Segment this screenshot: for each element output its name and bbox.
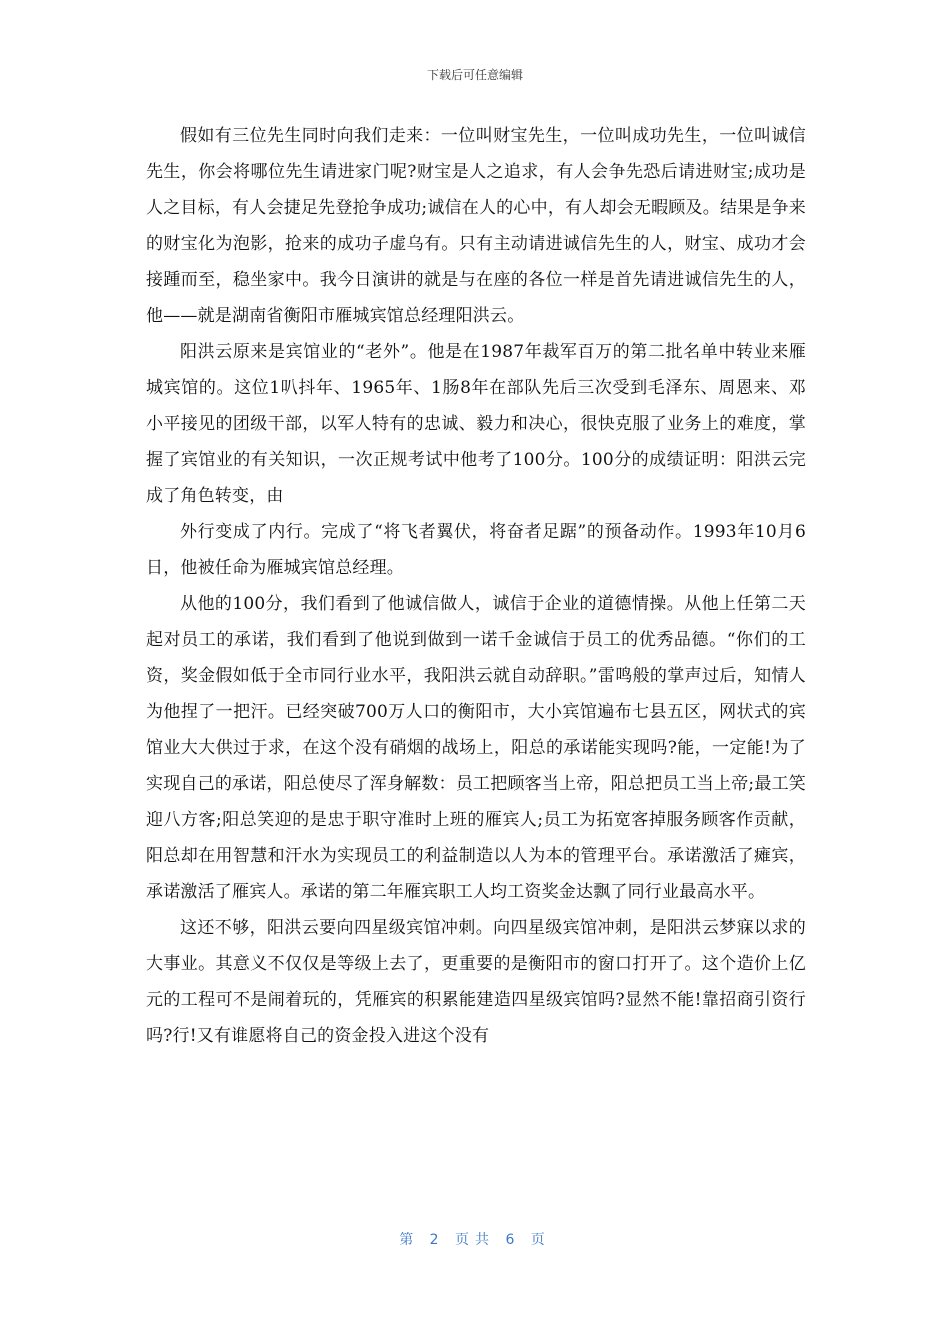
- document-body: [146, 118, 806, 1054]
- paragraph-2: 阳洪云原来是宾馆业的“老外”。他是在1987年裁军百万的第二批名单中转业来雁城宾馆的。这位1叭抖年、1965年、1肠8年在部队先后三次受到毛泽东、周恩来、邓小平接见的团级干部，以军人特有的忠诚、毅力和决心，很快克服了业务上的难度，掌握了宾馆业的有关知识，一次正规考试中他考了100分。100分的成绩证明：阳洪云完成了角色转变，由: [146, 342, 806, 506]
- paragraph-5: 这还不够，阳洪云要向四星级宾馆冲刺。向四星级宾馆冲刺，是阳洪云梦寐以求的大事业。其意义不仅仅是等级上去了，更重要的是衡阳市的窗口打开了。这个造价上亿元的工程可不是闹着玩的，凭雁宾的积累能建造四星级宾馆吗?显然不能!靠招商引资行吗?行!又有谁愿将自己的资金投入进这个没有: [146, 918, 806, 1046]
- paragraph-1: 假如有三位先生同时向我们走来：一位叫财宝先生，一位叫成功先生，一位叫诚信先生，你会将哪位先生请进家门呢?财宝是人之追求，有人会争先恐后请进财宝;成功是人之目标，有人会捷足先登抢争成功;诚信在人的心中，有人却会无暇顾及。结果是争来的财宝化为泡影，抢来的成功子虚乌有。只有主动请进诚信先生的人，财宝、成功才会接踵而至，稳坐家中。我今日演讲的就是与在座的各位一样是首先请进诚信先生的人，他——就是湖南省衡阳市雁城宾馆总经理阳洪云。: [146, 126, 806, 326]
- paragraph-4: 从他的100分，我们看到了他诚信做人，诚信于企业的道德情操。从他上任第二天起对员工的承诺，我们看到了他说到做到一诺千金诚信于员工的优秀品德。“你们的工资，奖金假如低于全市同行业水平，我阳洪云就自动辞职。”雷鸣般的掌声过后，知情人为他捏了一把汗。已经突破700万人口的衡阳市，大小宾馆遍布七县五区，网状式的宾馆业大大供过于求，在这个没有硝烟的战场上，阳总的承诺能实现吗?能，一定能!为了实现自己的承诺，阳总使尽了浑身解数：员工把顾客当上帝，阳总把员工当上帝;最工笑迎八方客;阳总笑迎的是忠于职守准时上班的雁宾人;员工为拓宽客掉服务顾客作贡献，阳总却在用智慧和汗水为实现员工的利益制造以人为本的管理平台。承诺激活了瘫宾，承诺激活了雁宾人。承诺的第二年雁宾职工人均工资奖金达飘了同行业最高水平。: [146, 594, 806, 902]
- paragraph-3: 外行变成了内行。完成了“将飞者翼伏，将奋者足踞”的预备动作。1993年10月6日，他被任命为雁城宾馆总经理。: [146, 522, 806, 578]
- page-header-note: 下载后可任意编辑: [426, 68, 523, 82]
- page-number-footer: 第 2 页共 6 页: [399, 1232, 551, 1248]
